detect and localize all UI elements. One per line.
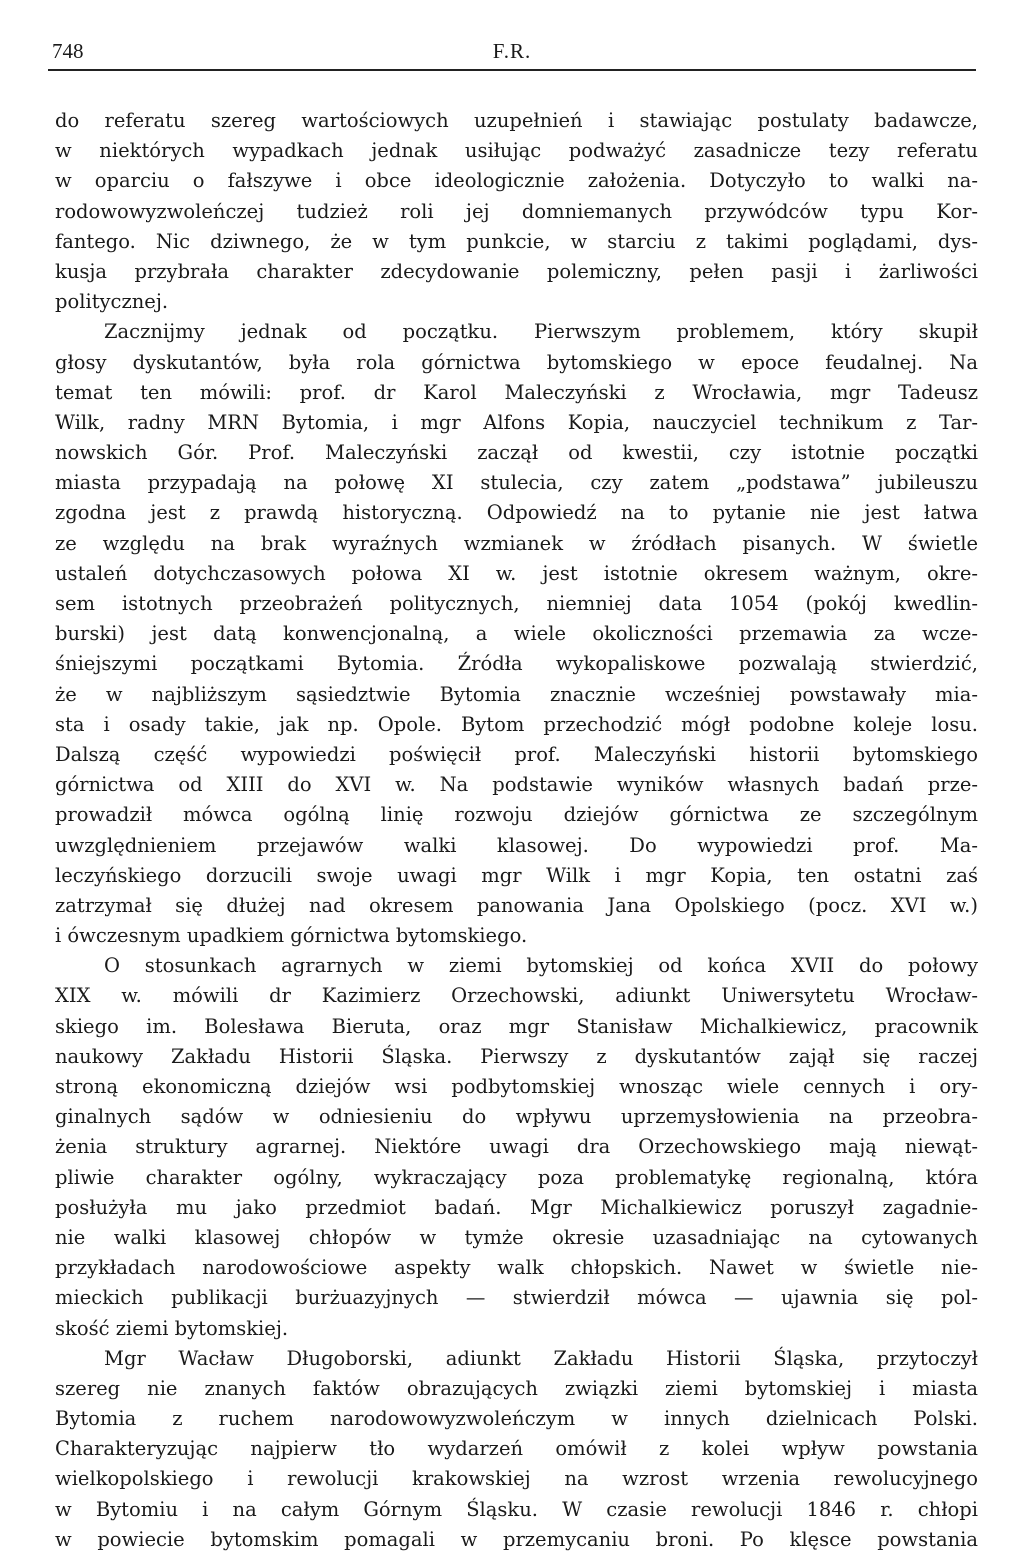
text-line: Zacznijmy jednak od początku. Pierwszym problemem, który skupił xyxy=(104,320,978,344)
text-line: w powiecie bytomskim pomagali w przemycaniu broni. Po klęsce powstania xyxy=(55,1527,978,1551)
text-line: kusja przybrała charakter zdecydowanie polemiczny, pełen pasji i żarliwości xyxy=(55,259,978,283)
text-line: w Bytomiu i na całym Górnym Śląsku. W czasie rewolucji 1846 r. chłopi xyxy=(55,1497,978,1521)
text-line: w oparciu o fałszywe i obce ideologicznie założenia. Dotyczyło to walki na- xyxy=(55,169,978,193)
text-line: naukowy Zakładu Historii Śląska. Pierwszy z dyskutantów zajął się raczej xyxy=(55,1044,978,1068)
text-line: w niektórych wypadkach jednak usiłując podważyć zasadnicze tezy referatu xyxy=(55,139,978,163)
text-line: górnictwa od XIII do XVI w. Na podstawie wyników własnych badań prze- xyxy=(55,773,978,797)
page-number: 748 xyxy=(52,39,84,63)
header-rule xyxy=(48,69,976,71)
text-line: wielkopolskiego i rewolucji krakowskiej na wzrost wrzenia rewolucyjnego xyxy=(55,1467,978,1491)
body-text xyxy=(55,106,978,1555)
text-line: rodowowyzwoleńczej tudzież roli jej domniemanych przywódców typu Kor- xyxy=(55,199,978,223)
text-line: miasta przypadają na połowę XI stulecia, czy zatem „podstawa” jubileuszu xyxy=(55,471,978,495)
text-line: O stosunkach agrarnych w ziemi bytomskiej od końca XVII do połowy xyxy=(104,954,978,978)
text-line: sem istotnych przeobrażeń politycznych, niemniej data 1054 (pokój kwedlin- xyxy=(55,592,978,615)
text-line: prowadził mówca ogólną linię rozwoju dziejów górnictwa ze szczególnym xyxy=(55,803,978,827)
text-line: głosy dyskutantów, była rola górnictwa bytomskiego w epoce feudalnej. Na xyxy=(55,350,978,374)
text-line: sta i osady takie, jak np. Opole. Bytom przechodzić mógł podobne koleje losu. xyxy=(55,712,978,736)
text-line: zgodna jest z prawdą historyczną. Odpowiedź na to pytanie nie jest łatwa xyxy=(55,501,978,525)
text-line: uwzględnieniem przejawów walki klasowej. Do wypowiedzi prof. Ma- xyxy=(55,833,978,857)
text-line: burski) jest datą konwencjonalną, a wiele okoliczności przemawia za wcze- xyxy=(55,622,978,646)
text-line: żenia struktury agrarnej. Niektóre uwagi dra Orzechowskiego mają niewąt- xyxy=(55,1135,978,1159)
text-line: ze względu na brak wyraźnych wzmianek w źródłach pisanych. W świetle xyxy=(55,531,978,555)
text-line: Charakteryzując najpierw tło wydarzeń omówił z kolei wpływ powstania xyxy=(55,1437,978,1461)
text-line: skość ziemi bytomskiej. xyxy=(55,1316,289,1340)
text-line: nowskich Gór. Prof. Maleczyński zaczął od kwestii, czy istotnie początki xyxy=(55,441,978,465)
text-line: do referatu szereg wartościowych uzupełnień i stawiając postulaty badawcze, xyxy=(55,109,978,132)
text-line: skiego im. Bolesława Bieruta, oraz mgr Stanisław Michalkiewicz, pracownik xyxy=(55,1014,978,1038)
text-line: że w najbliższym sąsiedztwie Bytomia znacznie wcześniej powstawały mia- xyxy=(55,682,978,706)
text-line: ustaleń dotychczasowych połowa XI w. jest istotnie okresem ważnym, okre- xyxy=(55,561,978,585)
text-line: leczyńskiego dorzucili swoje uwagi mgr Wilk i mgr Kopia, ten ostatni zaś xyxy=(55,863,978,887)
text-line: nie walki klasowej chłopów w tymże okresie uzasadniając na cytowanych xyxy=(55,1225,978,1249)
running-title: F.R. xyxy=(492,39,532,63)
text-line: stroną ekonomiczną dziejów wsi podbytomskiej wnosząc wiele cennych i ory- xyxy=(55,1075,978,1098)
text-line: ginalnych sądów w odniesieniu do wpływu uprzemysłowienia na przeobra- xyxy=(55,1105,978,1129)
text-line: Mgr Wacław Długoborski, adiunkt Zakładu Historii Śląska, przytoczył xyxy=(104,1346,978,1370)
text-line: zatrzymał się dłużej nad okresem panowania Jana Opolskiego (pocz. XVI w.) xyxy=(55,893,978,917)
text-line: przykładach narodowościowe aspekty walk chłopskich. Nawet w świetle nie- xyxy=(55,1256,978,1280)
text-line: politycznej. xyxy=(55,290,169,314)
text-line: Dalszą część wypowiedzi poświęcił prof. Maleczyński historii bytomskiego xyxy=(55,742,978,766)
text-line: i ówczesnym upadkiem górnictwa bytomskiego. xyxy=(55,924,528,948)
running-header xyxy=(48,34,976,68)
text-line: Bytomia z ruchem narodowowyzwoleńczym w innych dzielnicach Polski. xyxy=(55,1407,978,1431)
text-line: szereg nie znanych faktów obrazujących związki ziemi bytomskiej i miasta xyxy=(55,1376,978,1400)
text-line: pliwie charakter ogólny, wykraczający poza problematykę regionalną, która xyxy=(55,1165,978,1189)
text-line: mieckich publikacji burżuazyjnych — stwierdził mówca — ujawnia się pol- xyxy=(55,1286,978,1310)
text-line: temat ten mówili: prof. dr Karol Maleczyński z Wrocławia, mgr Tadeusz xyxy=(55,380,978,404)
text-line: posłużyła mu jako przedmiot badań. Mgr Michalkiewicz poruszył zagadnie- xyxy=(55,1195,978,1219)
text-line: XIX w. mówili dr Kazimierz Orzechowski, adiunkt Uniwersytetu Wrocław- xyxy=(55,984,978,1008)
text-line: fantego. Nic dziwnego, że w tym punkcie, w starciu z takimi poglądami, dys- xyxy=(55,229,978,253)
text-line: śniejszymi początkami Bytomia. Źródła wykopaliskowe pozwalają stwierdzić, xyxy=(55,652,978,676)
text-line: Wilk, radny MRN Bytomia, i mgr Alfons Kopia, nauczyciel technikum z Tar- xyxy=(55,410,978,434)
